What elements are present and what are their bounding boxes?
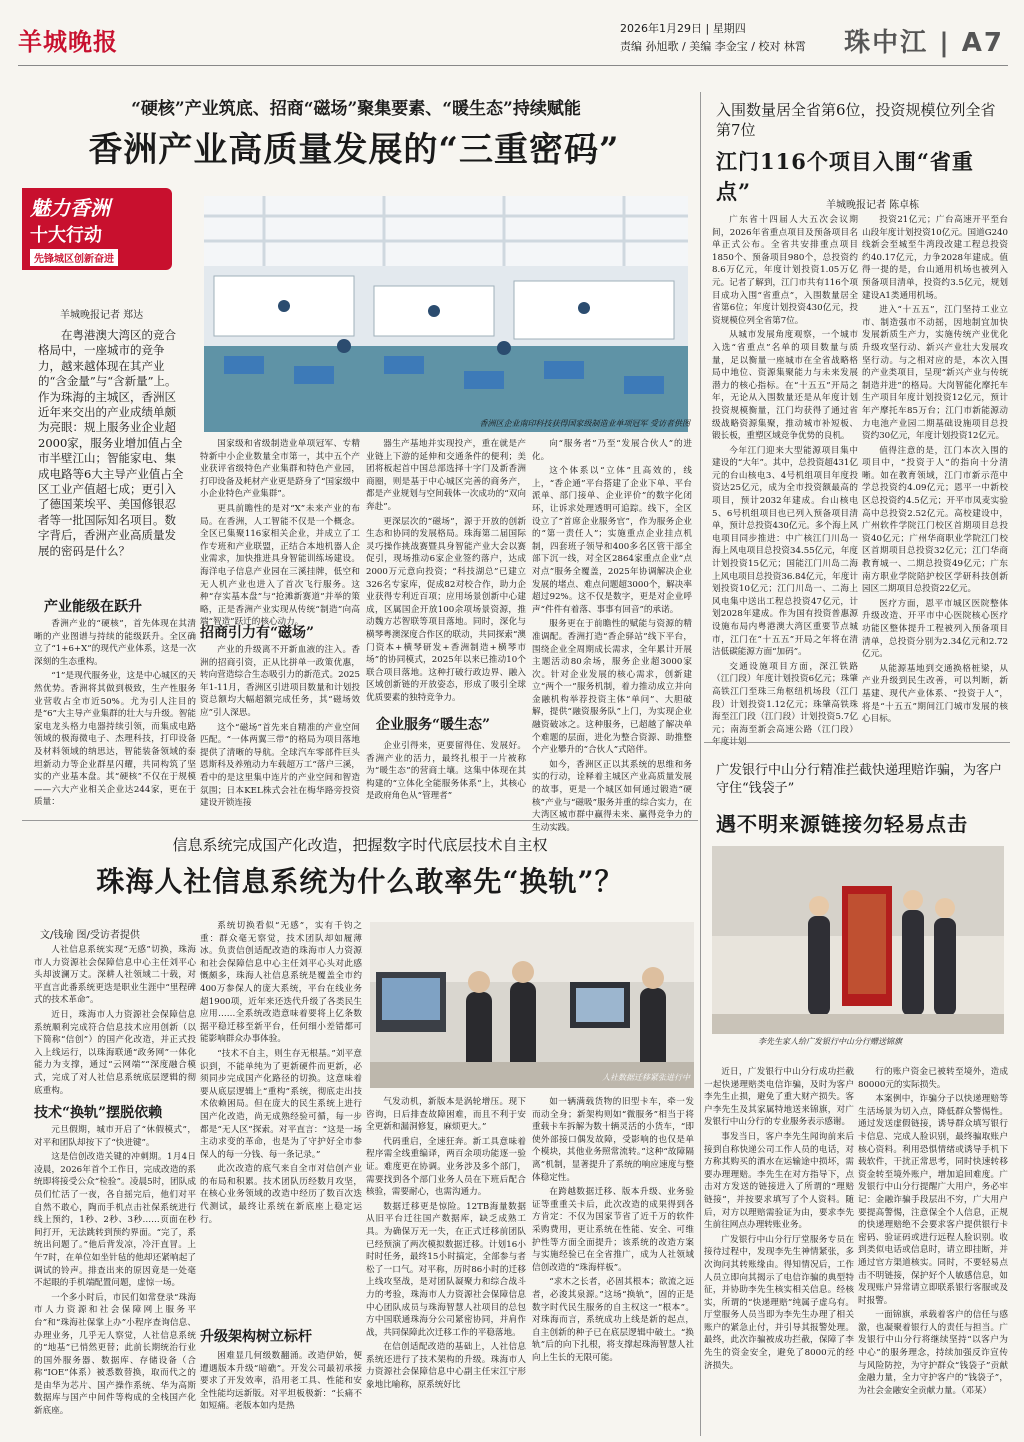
paragraph: 向“服务者”乃至“发展合伙人”的进化。 bbox=[532, 439, 692, 462]
paragraph: 更具前瞻性的是对“X”未来产业的布局。在香洲，人工智能不仅是一个概念。全区已集聚116家相关企业，并成立了工作专班和产业联盟，正结合本地机器人企业需求，加快推进具身智能训练场建设。海洋电子信息产业园在三溪挂牌，低空和无人机产业也进入了首次飞行服务。这种“存实基本盘”与“抢滩新赛道”并举的策略，正是香洲产业实现从传统“制造”向高端“智造”跃迁的核心动力。 bbox=[200, 503, 360, 628]
paragraph: 从城市发展角度观察，一个城市入选“省重点”名单的项目数量与质量，足以衡量一座城市在全省战略格局中地位、资源集聚能力与未来发展潜力的核心指标。在“十五五”开局之年，无论从入围数量还是从年度计划投资规模衡量，江门均获得了通过省级战略资源集聚，推动城市补短板、锻长板，重塑区域竞争优势的良机。 bbox=[712, 330, 858, 442]
article2-byline: 羊城晚报记者 陈卓栋 bbox=[826, 200, 920, 211]
article1-intro bbox=[38, 328, 186, 559]
article4-subhead-2: 升级架构树立标杆 bbox=[200, 1329, 312, 1345]
article4-col1 bbox=[34, 944, 196, 1094]
paragraph: 一个多小时后，市民们如常登录“珠海市人力资源和社会保障网上服务平台”和“珠海社保掌上办”小程序查询信息、办理业务，几乎无人察觉，人社信息系统的“地基”已悄然更替；此前长期统治行业的国外服务器、数据库、存储设备（合称“IOE”体系）被悉数替换，取而代之的是由华为芯片、国产操作系统、华为高斯数据库与国产中间件等构成的全栈国产化新底座。 bbox=[34, 1292, 196, 1417]
article1-title: 香洲产业高质量发展的“三重密码” bbox=[88, 130, 620, 170]
paragraph: 医疗方面，恩平市城区医院整体升级改造、开平市中心医院核心医疗功能区整体提升工程被列入预备项目清单，总投资分别为2.34亿元和2.72亿元。 bbox=[862, 598, 1008, 660]
article4-col4 bbox=[532, 1096, 694, 1436]
article2-title: 江门116个项目入围“省重点” bbox=[716, 149, 974, 204]
article4-col1b bbox=[34, 1124, 196, 1436]
paragraph: 如一辆满载货物的旧型卡车，牵一发而动全身；新架构则如“微服务”相当于将重载卡车拆解为数十辆灵活的小货车，“即使外部接口偶发故障，受影响的也仅是单个模块，其他业务照常流转。”这种“故障隔离”机制，显著提升了系统的响应速度与整体稳定性。 bbox=[532, 1097, 694, 1183]
paragraph: 数据迁移更是惊险。12TB海量数据从旧平台迁往国产数据库，缺乏成熟工具。为确保万无一失，在正式迁移前团队已经预演了两次模拟数据迁移。计划16小时时任务，最终15小时搞定，全部参与者松了一口气。对平称，历时86小时的迁移上线攻坚战，是对团队凝聚力和综合战斗力的考验，珠海市人力资源社会保障信息中心团队成员与珠海智慧人社项目的总包方中国联通珠海分公司紧密协同，并肩作战，共同保障此次迁移工作的平稳落地。 bbox=[366, 1201, 526, 1338]
paragraph: 元旦假期，城市开启了“休假模式”，对平和团队却按下了“快进键”。 bbox=[34, 1125, 196, 1148]
paragraph: 一面锦旗，承载着客户的信任与感激，也凝聚着银行人的责任与担当。广发银行中山分行将继续坚持“以客户为中心”的服务理念，持续加强反诈宣传与风险防控，为守护群众“钱袋子”贡献金融力量，全力守护客户的“钱袋子”，为社会金融安全贡献力量。（邓某） bbox=[858, 1310, 1008, 1396]
article4-subhead-1: 技术“换轨”摆脱依赖 bbox=[34, 1105, 163, 1121]
article4-title: 珠海人社信息系统为什么敢率先“换轨”？ bbox=[96, 865, 624, 898]
article1-subhead-2: 招商引力有“磁场” bbox=[200, 625, 315, 641]
paragraph: 香洲产业的“硬核”，首先体现在其清晰的产业图谱与持续的能级跃升。全区确立了“1+6+X”的现代产业体系，这是一次深刻的生态重构。 bbox=[34, 619, 196, 667]
paragraph: 服务更在于前瞻性的赋能与资源的精准调配。香洲打造“香企驿站”线下平台，围绕企业全周期成长需求，全年累计开展主题活动80余场，服务企业超3000家次。针对企业发展的核心需求，创新建立“两个一”服务机制，着力推动成立并向金融机构举荐投资主体“单问”、大胆破解，提供“融资服务队”上门，为实现企业融资破冰之。这种服务，已超越了解决单个难题的层面，进化为整合资源、助推整个产业攀升的“合伙人”式陪伴。 bbox=[532, 619, 692, 756]
paragraph: 困难显几何级数翻涌。改造伊始，便遭遇版本升级“暗礁”。开发公司最初承接要求了开发效率，沿用老工具、性能和安全性能均远新版。对平坦板极新：“长痛不如短痛。老版本如内是热 bbox=[200, 1351, 362, 1412]
article3-title: 遇不明来源链接勿轻易点击 bbox=[716, 812, 968, 836]
factory-photo bbox=[204, 196, 688, 432]
paragraph: “技术不自主，则生存无根基。”刘平意识到，不能单纯为了更新硬件而更新，必须同步完成国产化路径的切换。这意味着要从底层逻辑上“重构”系统，彻底走出技术依赖困局。但在庞大的民生系统上进行国产化改造，尚无成熟经验可循，每一步都是“无人区”探索。对平直言：“这是一场主动求变的革命，也是为了守护好全市参保人的每一分钱、每一条记录。” bbox=[200, 1048, 362, 1160]
paragraph: 本案例中，诈骗分子以快递理赔等生活场景为切入点，降低群众警惕性。通过发送虚假链接，诱导群众填写银行卡信息、完成人脸识别，最终骗取账户核心资料。利用恐惧情绪或诱导手机下载软件，干扰正常思考，同时快速转移资金转至境外账户，增加追回难度。广发银行中山分行提醒广大用户，务必牢记：金融诈骗手段层出不穷，广大用户要提高警惕，注意保全个人信息，正规的快递理赔绝不会要求客户提供银行卡密码、验证码或进行远程人脸识别。收到类似电话或信息时，请立即挂断，并通过官方渠道核实。同时，不要轻易点击不明链接，保护好个人敏感信息，如发现账户异常请立即联系银行客服或及时报警。 bbox=[858, 1094, 1008, 1306]
badge-line3: 先锋城区创新奋进 bbox=[30, 249, 118, 266]
section-divider bbox=[22, 820, 698, 821]
banner-photo-caption: 李先生家人给广发银行中山分行赠送锦旗 bbox=[758, 1037, 902, 1046]
campaign-badge bbox=[22, 188, 172, 270]
paragraph: 人社信息系统实现“无感”切换，珠海市人力资源社会保障信息中心主任刘平心头却波澜万丈。深耕人社领域二十载，对平直言此番系统更迭是职业生涯中“里程碑式的技术革命”。 bbox=[34, 945, 196, 1006]
paragraph: 近日，广发银行中山分行成功拦截一起快递理赔类电信诈骗，及时为客户李先生止损，避免了重大财产损失。客户李先生及其家属特地送来锦旗，对广发银行中山分行的专业服务表示感谢。 bbox=[704, 1067, 854, 1128]
article1-kicker: “硬核”产业筑底、招商“磁场”聚集要素、“暖生态”持续赋能 bbox=[131, 99, 581, 119]
article3-kicker: 广发银行中山分行精准拦截快递理赔诈骗，为客户守住“钱袋子” bbox=[716, 763, 1003, 796]
article1-col2b bbox=[200, 644, 360, 809]
data-migration-photo bbox=[370, 922, 694, 1088]
badge-line1: 魅力香洲 bbox=[30, 196, 110, 220]
column-divider bbox=[700, 92, 701, 812]
paragraph: 这个体系以“立体”且高效的，线上，“香企通”平台搭建了企业下单、平台派单、部门接单、企业评价”的数字化闭环，让诉求处理透明可追踪。线下，全区设立了“首席企业服务官”，作为服务企业的“第一责任人”；实施重点企业挂点机制，四套班子领导和400多名区管干部全部下沉一线，对全区2864家重点企业“点对点”服务全覆盖，2025年协调解决企业发展的堵点、难点问题超3000个，解决率超过92%。这不仅是数字，更是对企业呼声“件件有着落、事事有回音”的承诺。 bbox=[532, 466, 692, 615]
article1-subhead-3: 企业服务“暖生态” bbox=[376, 717, 491, 733]
article1-col3b bbox=[366, 740, 526, 810]
banner-presentation-photo bbox=[712, 846, 1004, 1034]
paragraph: 产业的升级离不开新血液的注入。香洲的招商引资，正从比拼单一政策优惠，转向营造综合生态吸引力的新范式。2025年1-11月，香洲区引进项目数量和计划投资总额均大幅超额完成任务，其“磁场效应”引人深思。 bbox=[200, 645, 360, 718]
article2-col2 bbox=[862, 214, 1008, 726]
paragraph: 代码重启，全速狂奔。新工具意味着程序需全线重编译，两百余项功能逐一验证。难度更在协调。业务涉及多个部门，需要找到各个部门业务人员在下班后配合核验，需要耐心，也需沟通力。 bbox=[366, 1136, 526, 1198]
article1-col2 bbox=[200, 438, 360, 628]
section-divider bbox=[704, 742, 1010, 743]
paragraph: 事发当日，客户李先生闻询前来后接到自称快递公司工作人员的电话，对方称其购买的酒水在运输途中损坏，需要办理理赔。李先生在对方指导下，点击对方发送的链接进入了所谓的“理赔链接”，并按要求填写了个人资料。随后，对方以理赔需验证为由，要求李先生前往网点办理转账业务。 bbox=[704, 1131, 854, 1231]
article1-byline: 羊城晚报记者 郑达 bbox=[60, 310, 144, 321]
paragraph: 进入“十五五”，江门坚持工业立市、制造强市不动摇，因地制宜加快发展新质生产力，实施传统产业优化升级攻坚行动、新兴产业壮大发展攻坚行动。与之相对应的是，本次入围的产业类项目，呈现“新兴产业与传统制造并进”的格局。大岗智能化摩托车生产项目年度计划投资12亿元，预计年产摩托车85万台；江门市新能源动力电池产业园二期基础设施项目总投资约30亿元，年度计划投资12亿元。 bbox=[862, 305, 1008, 442]
paragraph: 更深层次的“磁场”，源于开放的创新生态和协同的发展格局。珠海第二届国际灵巧操作挑战赛暨具身智能产业大会以赛促引，现场推动6家企业签约落户，达成2000万元意向投资；“科技湖总”已建立326名专家库，促成82对校合作，助力企业获得专利近百项；应用场景创新中心建成，区属国企开放100余项场景资源，推动魏方芯智联等项目落地。同时，深化与横琴粤澳深度合作区的联动，共同探索“澳门资本+横琴研发+香洲制造+横琴市场”的协同模式，2025年以来已推动10个联合项目落地。这种打破行政边界、融入区域创新链的开放姿态，形成了吸引全球优质要素的独特竞争力。 bbox=[366, 516, 526, 703]
paragraph: 器生产基地并实现投产，重在就是产业链上下游的延伸和交通条件的便利；美团将板起首中国总部选择十字门及新香洲商圈，则是基于中心城区完善的商务产，都是产业规划与空间载体一次成功的“双向奔赴”。 bbox=[366, 439, 526, 512]
paragraph: 企业引得来，更要留得住、发展好。香洲产业的活力，最终扎根于一片被称为“暖生态”的营商土壤。这集中体现在其构建的“立体化全能服务体系”上，其核心是政府角色从“管理者” bbox=[366, 741, 526, 802]
newspaper-logo: 羊城晚报 bbox=[18, 27, 118, 56]
page-header bbox=[18, 14, 1008, 66]
article2-kicker: 入围数量居全省第6位，投资规模位列全省第7位 bbox=[716, 101, 996, 139]
badge-line2: 十大行动 bbox=[30, 225, 102, 246]
paragraph: 这个“磁场”首先来自精准的产业空间匹配。“一体两翼三带”的格局为项目落地提供了清晰的导航。全球汽车零部件巨头恩斯科及养殖动力车载超万工“落户三溪，看中的是这里集中连片的产业空间和智造氛围；日本KEL株式会社在梅华路旁投资建设开锁连接 bbox=[200, 722, 360, 809]
paragraph: 在跨越数据迁移、版本升级、业务验证等重重关卡后，此次改造的成果得到各方肯定：不仅为国家节省了近千万的软件采购费用，更让系统在性能、安全、可维护性等方面全面提升；该系统的改造方案与实施经验已在全省推广，成为人社领域信创改造的“珠海样板”。 bbox=[532, 1187, 694, 1273]
paragraph: 国家级和省级制造业单项冠军、专精特新中小企业数量全市第一，其中五个产业获评省级特色产业集群和特色产业园，打印设备及耗材产业更是跻身了“国家级中小企业特色产业集群”。 bbox=[200, 439, 360, 500]
factory-photo-caption: 香洲区企业南印科技获得国家级制造业单项冠军 受访者供图 bbox=[479, 419, 690, 428]
article4-kicker: 信息系统完成国产化改造，把握数字时代底层技术自主权 bbox=[172, 836, 548, 854]
paragraph: 近日，珠海市人力资源社会保障信息系统顺利完成符合信息技术应用创新（以下简称“信创”）的国产化改造，并正式投入上线运行，以珠海联通“政务网”一体化能力为支撑，通过“云网端”“深度融合模式，完成了对人社信息系统底层逻辑的彻底重构。 bbox=[34, 1009, 196, 1096]
intro-paragraph: 在粤港澳大湾区的竞合格局中，一座城市的竞争力，越来越体现在其产业的“含金量”与“含新量”上。作为珠海的主城区，香洲区近年来交出的产业成绩单颇为亮眼：规上服务业企业超2000家，服务业增加值占全市半壁江山；智能家电、集成电路等6大主导产业值占全区工业产值超七成；更引入了德国莱埃平、美国修银忍者等一批国际知名项目。数字背后，香洲产业高质量发展的密码是什么？ bbox=[38, 328, 184, 558]
data-migration-caption: 人社数据迁移紧张进行中 bbox=[602, 1073, 690, 1082]
paragraph: 交通设施项目方面，深江铁路（江门段）年度计划投资6亿元；珠肇高铁江门至珠三角枢纽机场段（江门段）计划投资1.12亿元；珠肇高铁珠海至江门段（江门段）计划投资5.7亿元；南海至新会高速公路（江门段） bbox=[712, 661, 858, 735]
paragraph: 此次改造的底气来自全市对信创产业的布局和积累。技术团队历经数月攻坚，在核心业务领域的改造中经历了数百次迭代测试，最终让系统在新底座上稳定运行。 bbox=[200, 1164, 362, 1225]
paragraph: 今年江门迎来大型能源项目集中建设的“大年”。其中，总投资超431亿元的台山核电3、4号机组项目年度投资达25亿元，成为全市投资额最高的项目，预计2032年建成。台山核电5、6号机组项目也已列入预备项目清单，预计总投资430亿元。多个海上风电项目同步推进：中广核江门川岛一海上风电项目总投资34.55亿元，年度计划投资15亿元；国能江门川岛二海上风电项目总投资36.84亿元，年度计划投资10亿元；江门川岛一、二海上风电集中送出工程总投资47亿元，计划2028年建成。作为国有投资普惠源设施布局内粤港澳大湾区重要节点城市，江门在“十五五”开局之年将在清洁低碳能源方面“加码”。 bbox=[712, 445, 858, 658]
article3-col1 bbox=[704, 1066, 854, 1436]
paragraph: 这是信创改造关键的冲刺期。1月4日凌晨，2026年首个工作日，完成改造的系统即将接受公众“检验”。凌晨5时，团队成员们忙活了一夜，各自摇完后，他们对平自然不敢心，陶而手机点击社保系统进行线上预约，1秒、2秒、3秒……页面在秒间打开，无法跳转到预约界面。“完了，系统出问题了。”他后背发凉，冷汗直冒。上午7时，在单位如坐针毡的他却还紧响起了调试的铃声。排查出来的原因竟是一处毫不起眼的手机端配置问题，虚惊一场。 bbox=[34, 1152, 196, 1289]
article1-col3 bbox=[366, 438, 526, 704]
article3-col2 bbox=[858, 1066, 1008, 1436]
article4-col2 bbox=[200, 920, 362, 1318]
section-label: 珠中江 | A7 bbox=[844, 28, 1004, 58]
paragraph: 在信创适配改造的基础上，人社信息系统还进行了技术架构的升级。珠海市人力资源社会保障信息中心副主任宋江宁形象地比喻称，原系统好比 bbox=[366, 1342, 526, 1391]
paragraph: 投资21亿元；广台高速开平至台山段年度计划投资10亿元。国道G240线新会至城至牛湾段改建工程总投资约40.17亿元，力争2028年建成。值得一提的是，台山通用机场也被列入预备项目清单，投资约3.5亿元，规划建设A1类通用机场。 bbox=[862, 215, 1008, 301]
article1-subhead-1: 产业能级在跃升 bbox=[44, 599, 142, 615]
paragraph: 气发动机，新版本是涡轮增压。现下咨询，日后排查故障困难，而且不利于安全更新和漏洞修复，麻烦更大。” bbox=[366, 1097, 526, 1133]
article1-col1 bbox=[34, 618, 196, 808]
column-divider bbox=[700, 750, 701, 1436]
paragraph: 系统切换看似“无感”，实有千钧之重：群众毫无察觉，技术团队却如履薄冰。负责信创适配改造的珠海市人力资源和社会保障信息中心主任刘平心头对此感慨颇多，珠海人社信息系统是覆盖全市约400万参保人的庞大系统，平台在线业务超1900项，近年来还迭代升级了各类民生应用……全系统改造意味着要将上亿条数据平稳迁移至新平台，任何细小差错都可能影响群众办事体验。 bbox=[200, 921, 362, 1045]
article4-col3 bbox=[366, 1096, 526, 1436]
issue-date: 2026年1月29日 | 星期四 bbox=[620, 22, 746, 35]
paragraph: 值得注意的是，江门本次入围的项目中，“投资于人”的指向十分清晰。如在教育领域，江门市新示范中学总投资约4.09亿元；恩平一中新校区总投资约4.5亿元；开平市凤麦实验高中总投资2.52亿元。高校建设中，广州软件学院江门校区首期项目总投资40亿元；广州华商职业学院江门校区首期项目总投资32亿元；江门华商教育城一、二期总投资49亿元；广东南方职业学院陪护校区学研科技创新园区二期项目总投资22亿元。 bbox=[862, 445, 1008, 595]
paragraph: 如今，香洲区正以其系统的思维和务实的行动，诠释着主城区产业高质量发展的故事，更是一个城区如何通过锻造“硬核”产业与“磁吸”服务并重的综合实力，在大湾区城市群中赢得未来、赢得竞争力的生动实践。 bbox=[532, 759, 692, 833]
paragraph: “1”是现代服务业，这是中心城区的天然优势。香洲将其做到极致，生产性服务业营收占全市近50%。尤为引人注目的是“6”大主导产业集群的壮大与升级。智能家电龙头格力电器持续引领，而集成电路领域的极海微电子、杰理科技，打印设备及材料领域的纳思达，智能装备领域的泰坦新动力等企业群星闪耀，共同构筑了坚实的产业基本盘。其“硬核”不仅在于规模——六大产业相关企业达244家，更在于质量： bbox=[34, 671, 196, 808]
paragraph: 从能源基地到交通换格桩梁，从产业升级到民生改善，可以判断，新基建、现代产业体系、“投资于人”，将是“十五五”期间江门城市发展的核心目标。 bbox=[862, 663, 1008, 725]
paragraph: 行的账户资金已被转至境外，造成80000元的实际损失。 bbox=[858, 1067, 1008, 1090]
article2-col1 bbox=[712, 214, 858, 735]
article4-col2b bbox=[200, 1350, 362, 1436]
article4-byline: 文/钱瑜 图/受访者提供 bbox=[40, 930, 140, 941]
paragraph: “求木之长者，必固其根本；欲流之远者，必浚其泉源。”这场“换轨”，固的正是数字时代民生服务的自主权这一“根本”。对珠海而言，系统成功上线是新的起点，自主创新的种子已在底层逻辑中破土。“换轨”后的向下扎根，将支撑起珠海智慧人社向上生长的无限可能。 bbox=[532, 1277, 694, 1363]
editor-credits: 责编 孙旭歌 / 美编 李金宝 / 校对 林霄 bbox=[620, 40, 806, 53]
article1-col4 bbox=[532, 438, 692, 833]
paragraph: 广东省十四届人大五次会议期间，2026年省重点项目及预备项目名单正式公布。全省共安排重点项目1850个、预备项目980个，总投资约8.6万亿元，年度计划投资1.05万亿元。记者了解到，江门市共有116个项目成功入围“省重点”，入围数量居全省第6位；年度计划投资430亿元，投资规模位列全省第7位。 bbox=[712, 215, 858, 326]
paragraph: 广发银行中山分行厅堂服务专员在接待过程中，发现李先生神情紧张，多次询问其转账缘由。得知情况后，工作人员立即向其揭示了电信诈骗的典型特征，并协助李先生核实相关信息。经核实，所谓的“快递理赔”纯属子虚乌有。厅堂服务人员当即为李先生办理了相关账户的紧急止付，并引导其报警处理。最终，此次诈骗被成功拦截，保障了李先生的资金安全，避免了8000元的经济损失。 bbox=[704, 1234, 854, 1371]
